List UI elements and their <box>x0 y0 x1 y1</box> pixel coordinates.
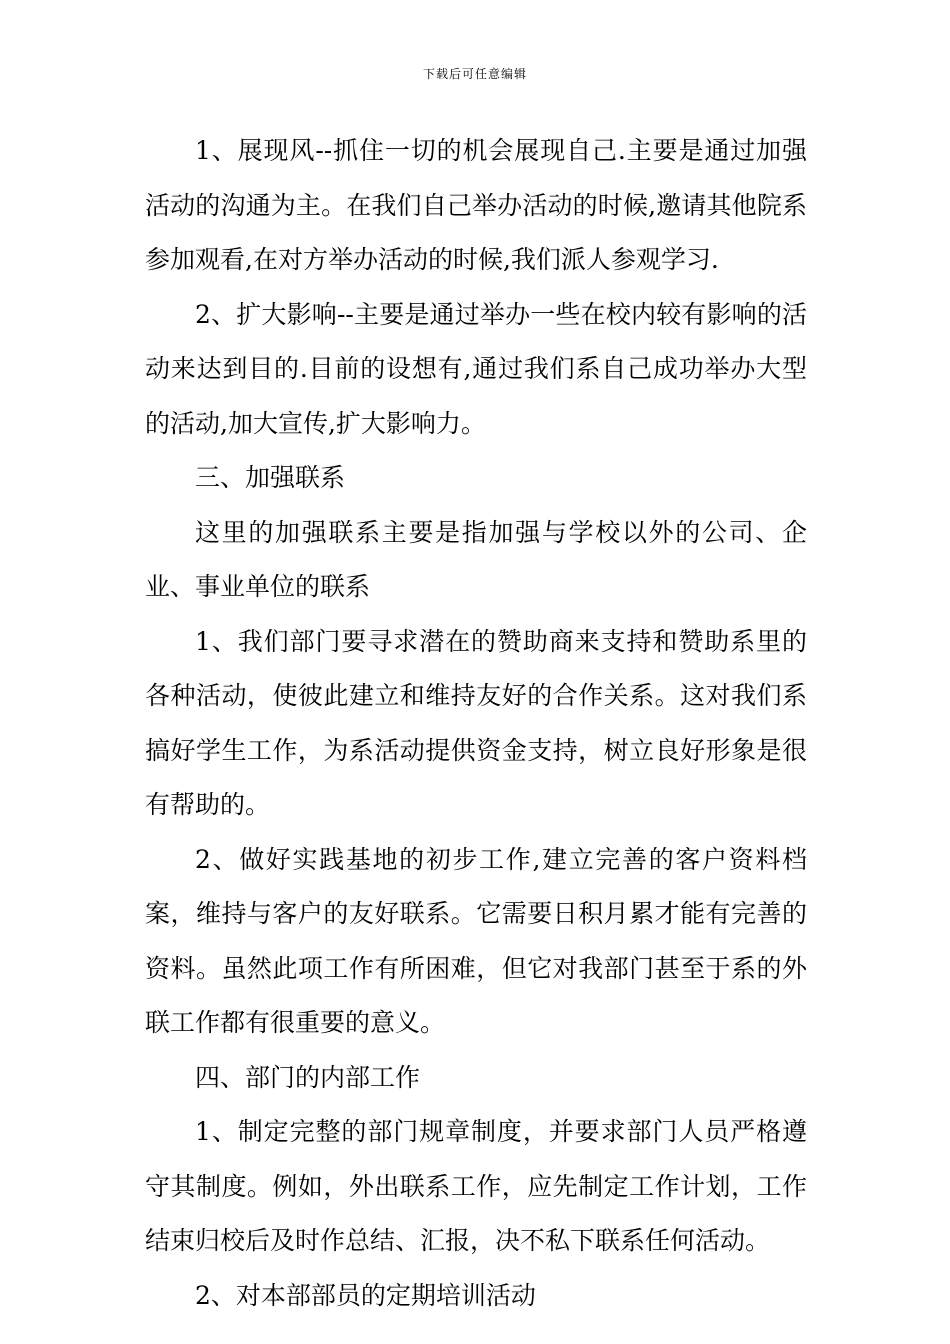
paragraph-6: 2、做好实践基地的初步工作,建立完善的客户资料档案，维持与客户的友好联系。它需要日积月累才能有完善的资料。虽然此项工作有所困难，但它对我部门甚至于系的外联工作都有很重要的意义。 <box>145 844 807 1037</box>
section-heading-3: 三、加强联系 <box>195 463 346 492</box>
paragraph-8: 1、制定完整的部门规章制度，并要求部门人员严格遵守其制度。例如，外出联系工作，应先制定工作计划，工作结束归校后及时作总结、汇报，决不私下联系任何活动。 <box>145 1117 807 1255</box>
paragraph-2: 2、扩大影响--主要是通过举办一些在校内较有影响的活动来达到目的.目前的设想有,通过我们系自己成功举办大型的活动,加大宣传,扩大影响力。 <box>145 299 807 438</box>
section-heading-4: 四、部门的内部工作 <box>195 1062 421 1092</box>
page-header: 下载后可任意编辑 <box>422 67 527 81</box>
paragraph-1: 1、展现风--抓住一切的机会展现自己.主要是通过加强活动的沟通为主。在我们自己举办活动的时候,邀请其他院系参加观看,在对方举办活动的时候,我们派人参观学习. <box>145 136 807 274</box>
paragraph-4: 这里的加强联系主要是指加强与学校以外的公司、企业、事业单位的联系 <box>145 517 807 601</box>
document-body <box>145 124 807 1323</box>
paragraph-5: 1、我们部门要寻求潜在的赞助商来支持和赞助系里的各种活动，使彼此建立和维持友好的合作关系。这对我们系搞好学生工作，为系活动提供资金支持，树立良好形象是很有帮助的。 <box>145 626 807 819</box>
paragraph-9: 2、对本部部员的定期培训活动 <box>195 1280 536 1310</box>
